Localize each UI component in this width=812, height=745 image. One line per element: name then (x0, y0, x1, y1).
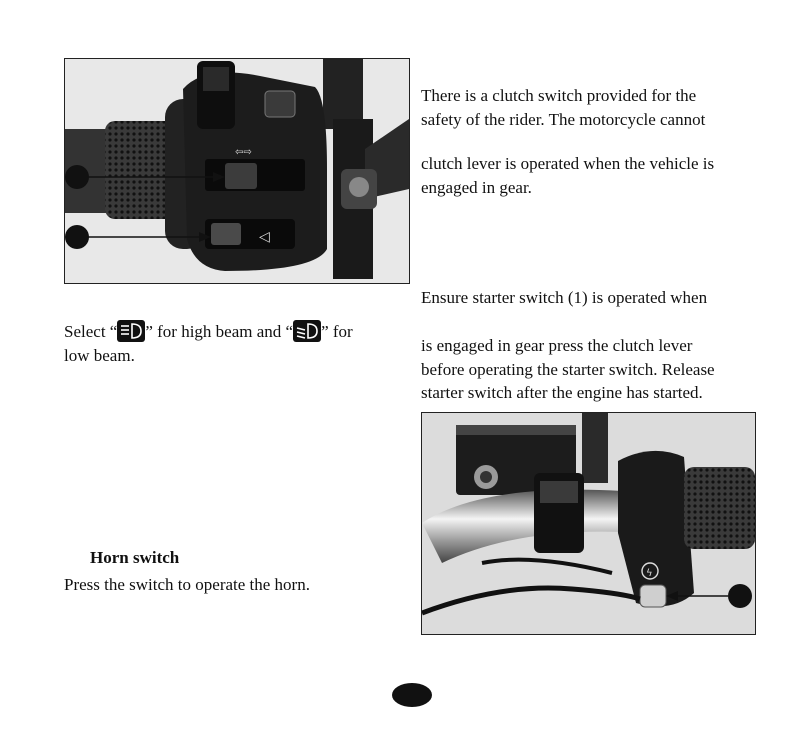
page-number-badge (392, 683, 432, 707)
low-beam-line: low beam. (64, 345, 135, 365)
svg-text:ϟ: ϟ (646, 568, 653, 579)
starter-line-1: Ensure starter switch (1) is operated when (421, 288, 708, 307)
left-handlebar-switch-photo (64, 58, 410, 284)
starter-line-4: starter switch after the engine has started. (421, 383, 703, 402)
clutch-line-1: There is a clutch switch provided for the (421, 86, 697, 105)
starter-line-3: before operating the starter switch. Release (421, 359, 715, 379)
horn-switch-heading: Horn switch (90, 548, 180, 567)
clutch-line-3: clutch lever is operated when the vehicle is (421, 154, 715, 173)
dimmer-paragraph (64, 320, 400, 367)
clutch-switch-paragraph-cont (421, 152, 755, 199)
clutch-line-4: engaged in gear. (421, 177, 532, 197)
svg-text:⇦⇨: ⇦⇨ (235, 147, 252, 158)
starter-line-2: is engaged in gear press the clutch lever (421, 336, 693, 355)
low-beam-text: ” for (321, 322, 353, 341)
select-text: Select “ (64, 322, 118, 341)
right-handlebar-starter-photo (421, 412, 756, 635)
clutch-switch-paragraph (421, 84, 755, 131)
low-beam-icon (293, 320, 321, 342)
horn-switch-body: Press the switch to operate the horn. (64, 575, 310, 594)
clutch-line-2: safety of the rider. The motorcycle cannot (421, 109, 706, 129)
high-beam-text: ” for high beam and “ (145, 322, 294, 341)
starter-paragraph (421, 334, 755, 405)
svg-text:◁: ◁ (259, 229, 270, 245)
high-beam-icon (117, 320, 145, 342)
